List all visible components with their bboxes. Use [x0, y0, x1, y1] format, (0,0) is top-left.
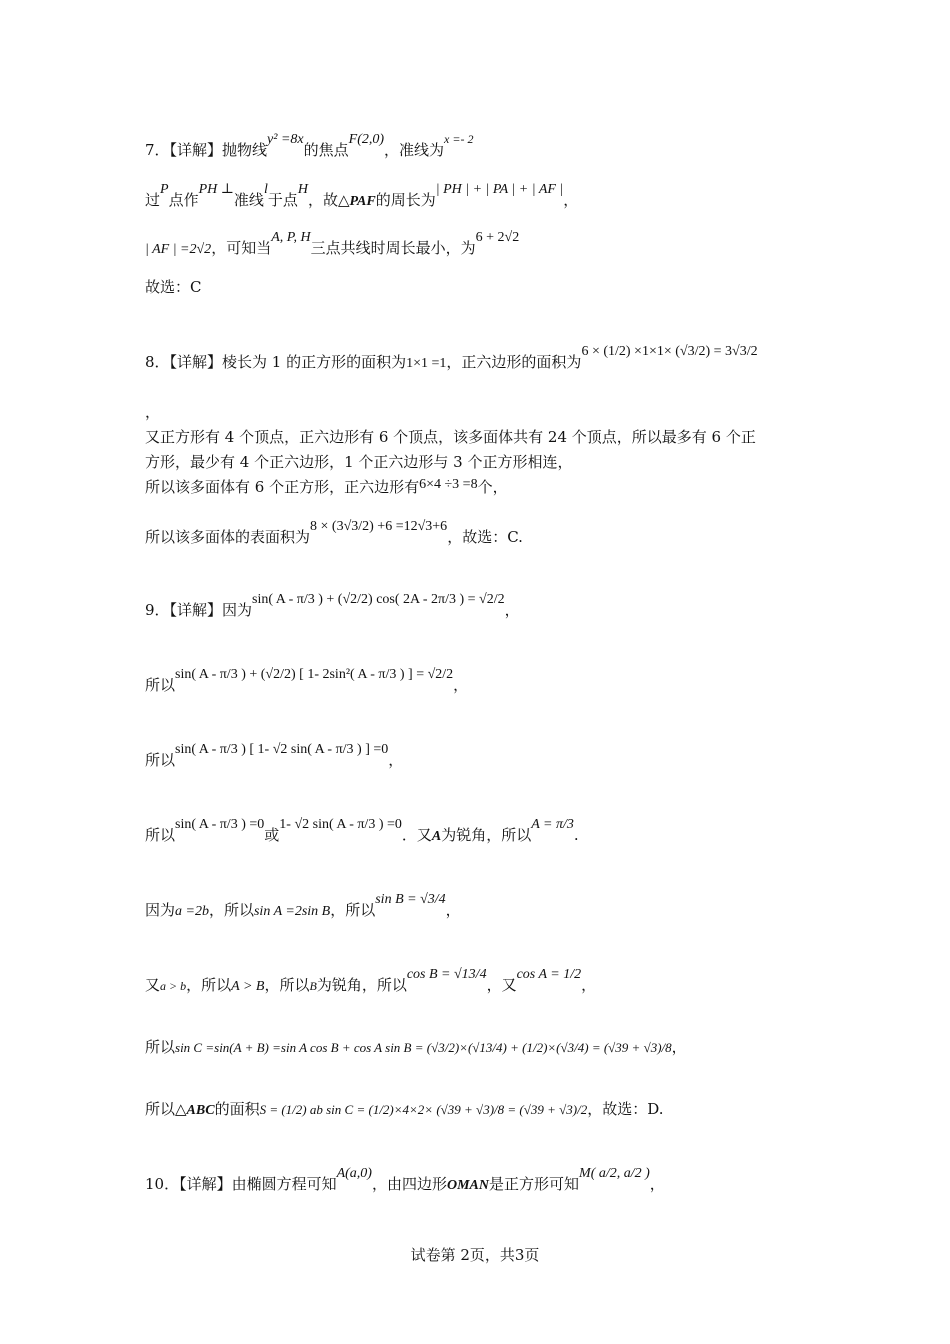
- text: 的面积: [214, 1100, 260, 1118]
- text: 于点: [267, 191, 298, 209]
- formula: B: [309, 979, 317, 993]
- text: 所以: [145, 826, 176, 844]
- text: ，: [453, 676, 469, 694]
- formula: 1- √2 sin( A - π/3 ) =0: [279, 817, 402, 832]
- text: 或: [264, 826, 280, 844]
- text: ，: [671, 1038, 687, 1056]
- formula: a =2b: [175, 904, 209, 919]
- formula: A = π/3: [531, 817, 574, 832]
- formula: 1×1 =1: [406, 356, 447, 371]
- formula: cos A = 1/2: [516, 967, 582, 982]
- formula: M( a/2, a/2 ): [579, 1166, 650, 1181]
- text: 所以: [145, 1038, 176, 1056]
- q9-line-1: [145, 592, 520, 622]
- formula: cos B = √13/4: [406, 967, 487, 982]
- q9-line-4: [145, 817, 579, 847]
- formula: PH ⊥: [198, 182, 234, 197]
- q7-answer: 故选：C: [145, 278, 202, 296]
- q9-line-6: [145, 967, 597, 997]
- formula: | PH | + | PA | + | AF |: [435, 182, 564, 197]
- q9-line-5: [145, 892, 461, 922]
- formula: 6 + 2√2: [475, 230, 520, 245]
- text: ，故选：D.: [587, 1100, 664, 1118]
- text: ，故选：C.: [447, 528, 523, 546]
- text: 10．【详解】由椭圆方程可知: [145, 1175, 337, 1193]
- text: ，又: [486, 976, 517, 994]
- formula: 8 × (3√3/2) +6 =12√3+6: [310, 519, 448, 534]
- q8-line-5: [145, 477, 508, 499]
- text: 三点共线时周长最小，为: [310, 239, 476, 257]
- formula: 6×4 ÷3 =8: [419, 477, 478, 492]
- text: 又: [145, 976, 161, 994]
- text: 过: [145, 191, 161, 209]
- q8-line-4: 方形，最少有 4 个正六边形，1 个正六边形与 3 个正方形相连，: [145, 453, 573, 471]
- text: ，: [649, 1175, 665, 1193]
- text: 点作: [168, 191, 199, 209]
- q8-line-1: [145, 344, 758, 374]
- q8-line-3: 又正方形有 4 个顶点，正六边形有 6 个顶点，该多面体共有 24 个顶点，所以最多有 6 个正: [145, 428, 756, 446]
- text: 为锐角，所以: [316, 976, 407, 994]
- text: ，: [563, 191, 579, 209]
- text: ，: [504, 601, 520, 619]
- q10-line-1: [145, 1166, 665, 1196]
- q7-line-3: [145, 230, 520, 260]
- text: 为锐角，所以: [441, 826, 532, 844]
- text: 所以: [145, 751, 176, 769]
- formula: | AF | =2√2: [145, 242, 212, 257]
- text: ，所以: [264, 976, 310, 994]
- text: 8．【详解】棱长为 1 的正方形的面积为: [145, 353, 407, 371]
- text: 是正方形可知: [489, 1175, 580, 1193]
- q9-line-8: [145, 1099, 663, 1121]
- q9-line-2: [145, 667, 469, 697]
- q8-line-2: ，: [145, 403, 161, 421]
- formula: OMAN: [447, 1178, 490, 1193]
- text: 所以该多面体的表面积为: [145, 528, 311, 546]
- formula: y² =8x: [267, 132, 304, 147]
- text: ，可知当: [211, 239, 272, 257]
- q8-line-6: [145, 519, 523, 549]
- text: ，准线为: [384, 141, 445, 159]
- text: 的焦点: [303, 141, 349, 159]
- text: 9．【详解】因为: [145, 601, 253, 619]
- text: ，所以: [186, 976, 232, 994]
- formula: PAF: [349, 194, 376, 209]
- formula: S = (1/2) ab sin C = (1/2)×4×2× (√39 + √3)/8 = (√39 + √3)/2: [259, 1102, 588, 1117]
- formula: sin A =2sin B: [253, 904, 331, 919]
- q7-line-1: [145, 132, 474, 162]
- text: ，所以: [330, 901, 376, 919]
- formula: sin( A - π/3 ) + (√2/2) cos( 2A - 2π/3 ) = √2/2: [252, 592, 505, 607]
- formula: H: [297, 182, 308, 197]
- formula: A(a,0): [336, 1166, 372, 1181]
- formula: A > B: [231, 979, 265, 994]
- text: ，: [445, 901, 461, 919]
- formula: a > b: [160, 979, 187, 993]
- formula: sin( A - π/3 ) =0: [175, 817, 265, 832]
- formula: x =- 2: [444, 132, 474, 146]
- q9-line-7: [145, 1037, 687, 1058]
- formula: sin B = √3/4: [375, 892, 446, 907]
- formula: sin( A - π/3 ) + (√2/2) [ 1- 2sin²( A - π/3 ) ] = √2/2: [175, 667, 454, 682]
- formula: A, P, H: [271, 230, 311, 245]
- text: 个，: [477, 478, 508, 496]
- text: 所以该多面体有 6 个正方形，正六边形有: [145, 478, 420, 496]
- formula: sin( A - π/3 ) [ 1- √2 sin( A - π/3 ) ] =0: [175, 742, 389, 757]
- text: 7．【详解】抛物线: [145, 141, 268, 159]
- formula: A: [431, 829, 442, 844]
- text: ，: [581, 976, 597, 994]
- text: 因为: [145, 901, 176, 919]
- text: ，: [388, 751, 404, 769]
- text: 的周长为: [375, 191, 436, 209]
- formula: sin C =sin(A + B) =sin A cos B + cos A sin B = (√3/2)×(√13/4) + (1/2)×(√3/4) = (√39 + √3)/8: [175, 1040, 672, 1055]
- text: ，正六边形的面积为: [446, 353, 582, 371]
- formula: l: [263, 182, 268, 197]
- formula: F(2,0): [348, 132, 385, 147]
- q9-line-3: [145, 742, 404, 772]
- text: 准线: [233, 191, 264, 209]
- text: ，由四边形: [371, 1175, 447, 1193]
- text: ，故△: [307, 191, 350, 209]
- formula: ABC: [186, 1103, 215, 1118]
- text: ，所以: [208, 901, 254, 919]
- formula: P: [160, 182, 169, 197]
- text: 所以△: [145, 1100, 187, 1118]
- q7-line-2: [145, 182, 579, 212]
- page-footer: 试卷第 2页，共3页: [410, 1246, 540, 1264]
- text: ．又: [401, 826, 432, 844]
- text: 所以: [145, 676, 176, 694]
- text: .: [573, 826, 579, 844]
- formula: 6 × (1/2) ×1×1× (√3/2) = 3√3/2: [581, 344, 758, 359]
